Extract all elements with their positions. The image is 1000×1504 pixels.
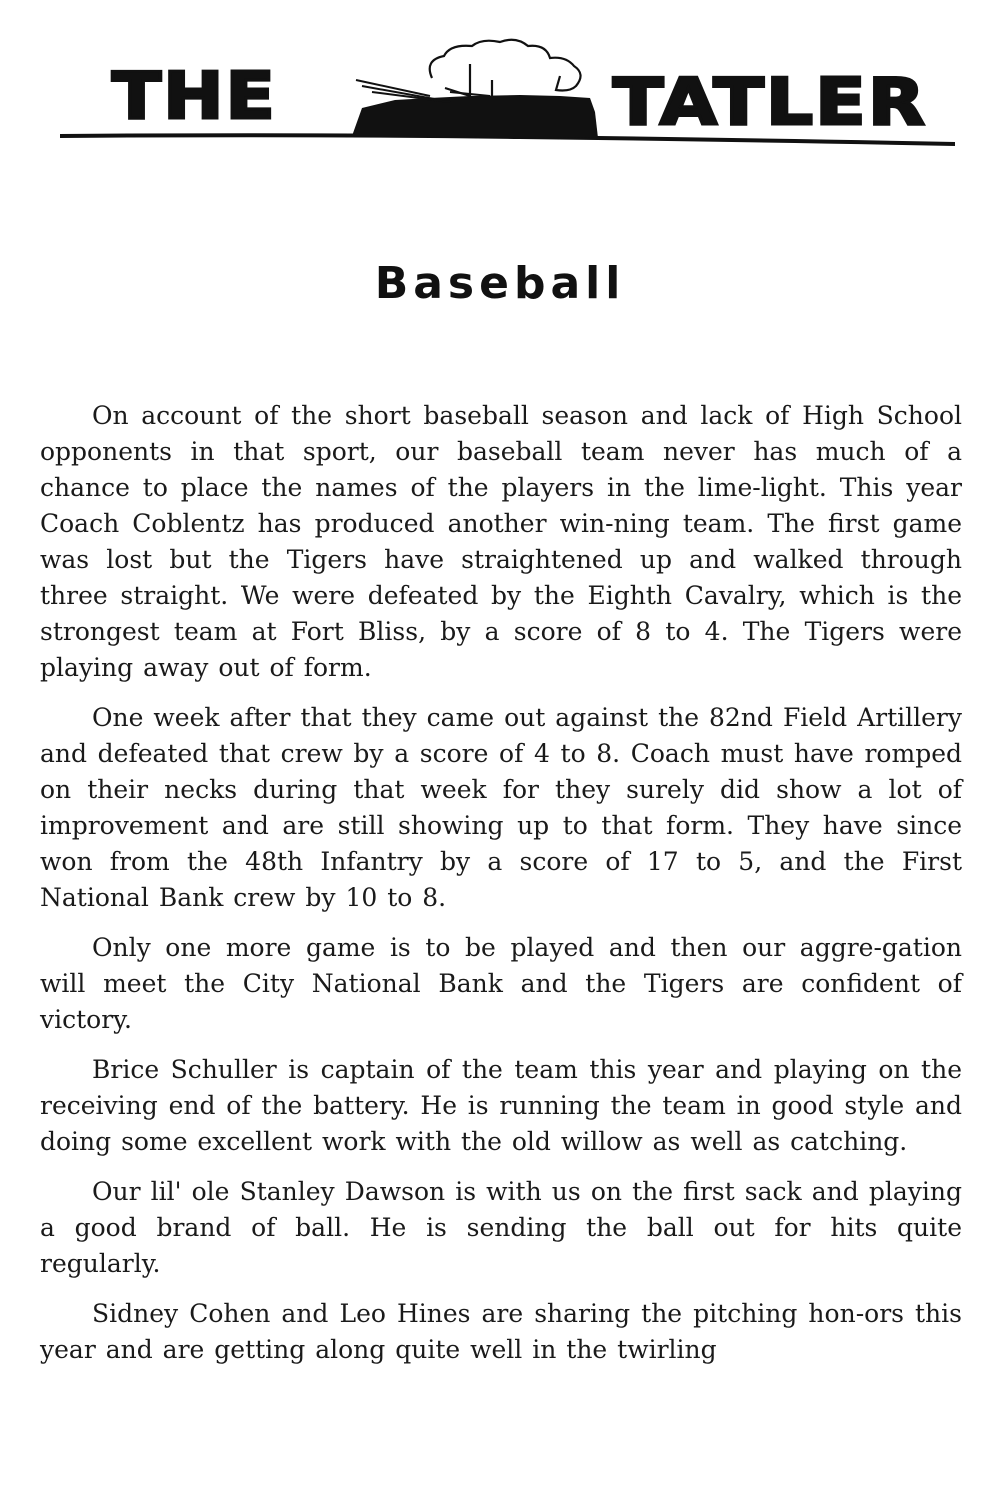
masthead-left-word: THE <box>112 60 277 134</box>
smoke-cloud-icon <box>430 40 581 98</box>
article-paragraph: Only one more game is to be played and then our aggre-gation will meet the City National Bank and the Tigers are confident of victory. <box>40 933 962 1034</box>
article-body <box>40 398 962 1382</box>
article-paragraph: Sidney Cohen and Leo Hines are sharing the pitching hon-ors this year and are getting along quite well in the twirling <box>40 1299 962 1364</box>
article-paragraph: On account of the short baseball season and lack of High School opponents in that sport, our baseball team never has much of a chance to place the names of the players in the lime-light. This year Coach Coblentz has produced another win-ning team. The first game was lost but the Tigers have straightened up and walked through three straight. We were defeated by the Eighth Cavalry, which is the strongest team at Fort Bliss, by a score of 8 to 4. The Tigers were playing away out of form. <box>40 401 962 682</box>
article-paragraph: One week after that they came out against the 82nd Field Artillery and defeated that crew by a score of 4 to 8. Coach must have romped on their necks during that week for they surely did show a lot of improvement and are still showing up to that form. They have since won from the 48th Infantry by a score of 17 to 5, and the First National Bank crew by 10 to 8. <box>40 703 962 912</box>
masthead <box>0 0 1000 170</box>
article-paragraph: Our lil' ole Stanley Dawson is with us on the first sack and playing a good brand of ball. He is sending the ball out for hits quite regularly. <box>40 1177 962 1278</box>
masthead-right-word: TATLER <box>613 66 927 140</box>
mesa-silhouette-icon <box>352 95 598 138</box>
page-title: Baseball <box>374 258 626 309</box>
masthead-banner <box>0 0 1000 170</box>
article-paragraph: Brice Schuller is captain of the team this year and playing on the receiving end of the battery. He is running the team in good style and doing some excellent work with the old willow as well as catching. <box>40 1055 962 1156</box>
